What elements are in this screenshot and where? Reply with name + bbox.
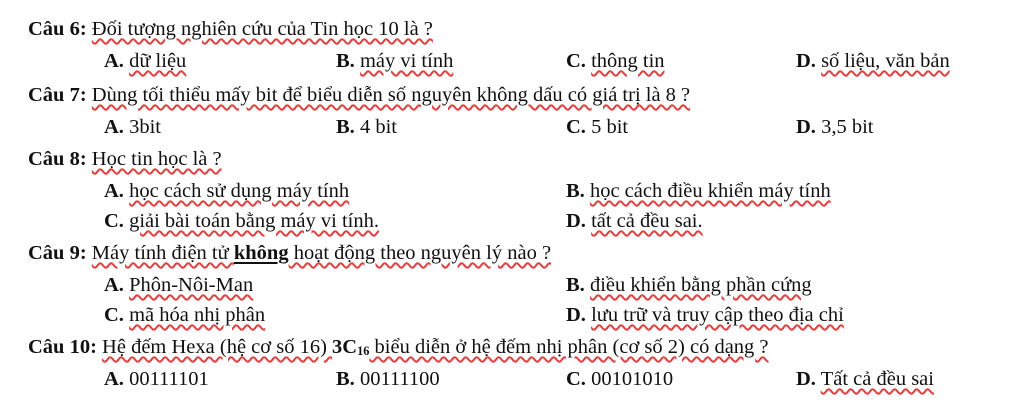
question-8 <box>28 144 222 174</box>
question-text: Dùng tối thiểu mấy bit để biểu diễn số nguyên không dấu có giá trị là 8 ? <box>91 84 691 106</box>
option-c: C. giải bài toán bằng máy vi tính. <box>104 210 379 232</box>
option-c: C. thông tin <box>566 50 665 72</box>
hex-value: $3C_{16}$ <box>332 336 370 358</box>
question-7 <box>28 80 690 110</box>
question-9 <box>28 238 551 268</box>
question-9-options-row1 <box>0 270 1024 300</box>
question-label: Câu 7: <box>28 84 87 106</box>
option-d: D. Tất cả đều sai <box>796 368 934 390</box>
option-c: C. 00101010 <box>566 368 674 390</box>
option-a: A. học cách sử dụng máy tính <box>104 180 350 202</box>
option-b: B. học cách điều khiển máy tính <box>566 180 831 202</box>
question-emphasis: không <box>233 242 289 264</box>
option-d: D. số liệu, văn bản <box>796 50 950 72</box>
option-a: A. 00111101 <box>104 368 209 390</box>
option-d: D. tất cả đều sai. <box>566 210 703 232</box>
question-text-before: Máy tính điện tử <box>91 242 234 264</box>
option-d: D. 3,5 bit <box>796 116 874 138</box>
question-8-options-row2 <box>0 206 1024 236</box>
question-9-options-row2 <box>0 300 1024 330</box>
question-6 <box>28 14 433 44</box>
option-c: C. mã hóa nhị phân <box>104 304 266 326</box>
option-a: A. 3bit <box>104 116 161 138</box>
option-b: B. máy vi tính <box>336 50 454 72</box>
question-label: Câu 8: <box>28 148 87 170</box>
option-a: A. Phôn-Nôi-Man <box>104 274 254 296</box>
question-text-after: hoạt động theo nguyên lý nào ? <box>288 242 552 264</box>
question-10-options <box>0 364 1024 394</box>
option-a: A. dữ liệu <box>104 50 187 72</box>
option-d: D. lưu trữ và truy cập theo địa chỉ <box>566 304 844 326</box>
question-7-options <box>0 112 1024 142</box>
question-text: Học tin học là ? <box>91 148 222 170</box>
question-text-after: biểu diễn ở hệ đếm nhị phân (cơ số 2) có dạng ? <box>369 336 769 358</box>
option-c: C. 5 bit <box>566 116 629 138</box>
question-8-options-row1 <box>0 176 1024 206</box>
question-label: Câu 9: <box>28 242 87 264</box>
option-b: B. 00111100 <box>336 368 440 390</box>
option-b: B. điều khiển bằng phần cứng <box>566 274 812 296</box>
question-label: Câu 10: <box>28 336 97 358</box>
question-text-before: Hệ đếm Hexa (hệ cơ số 16) <box>102 336 333 358</box>
question-text: Đối tượng nghiên cứu của Tin học 10 là ? <box>91 18 433 40</box>
question-label: Câu 6: <box>28 18 87 40</box>
question-6-options <box>0 46 1024 76</box>
question-10 <box>28 332 769 362</box>
option-b: B. 4 bit <box>336 116 397 138</box>
